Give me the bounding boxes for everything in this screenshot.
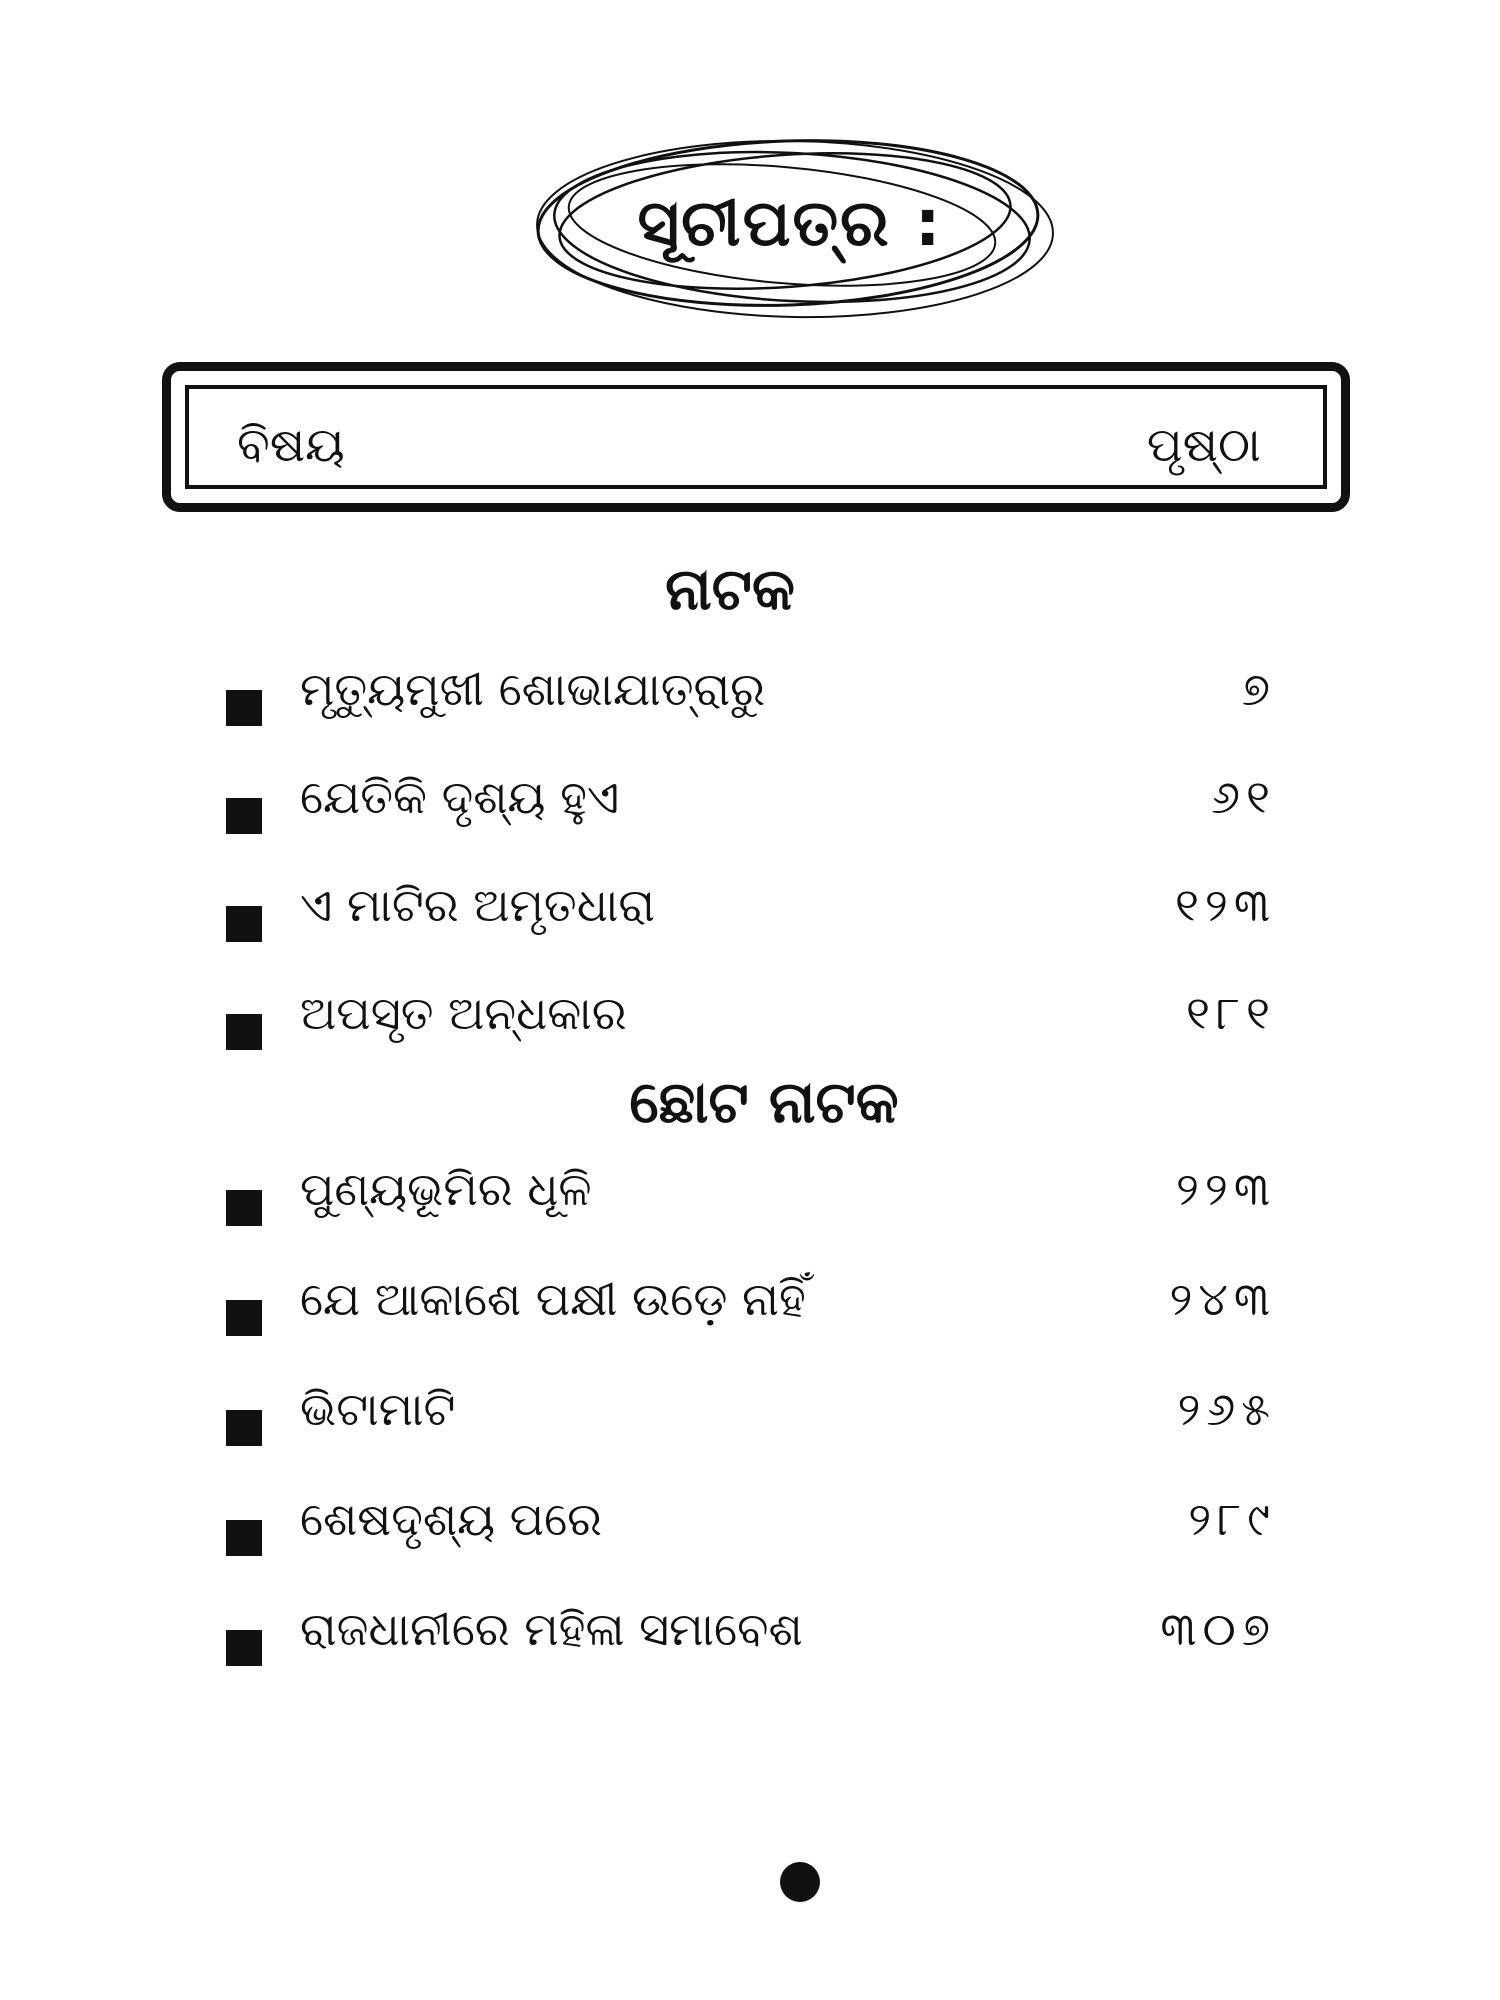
toc-list-chhota-natak <box>226 1160 1276 1710</box>
toc-entry <box>226 1270 1276 1380</box>
square-bullet-icon <box>226 1190 262 1226</box>
toc-entry <box>226 1490 1276 1600</box>
entry-page-number: ୨୮୯ <box>1188 1492 1276 1546</box>
entry-page-number: ୨୪୩ <box>1169 1272 1276 1326</box>
column-header-inner-frame <box>185 385 1327 489</box>
square-bullet-icon <box>226 690 262 726</box>
entry-title: ଏ ମାଟିର ଅମୃତଧାରା <box>300 878 655 932</box>
page-title: ସୂଚୀପତ୍ର : <box>637 187 943 261</box>
entry-title: ଯେ ଆକାଶେ ପକ୍ଷୀ ଉଡ଼େ ନାହିଁ <box>300 1272 806 1326</box>
toc-entry <box>226 660 1276 768</box>
page-dot-icon <box>780 1862 820 1902</box>
toc-list-natak <box>226 660 1276 1092</box>
square-bullet-icon <box>226 1630 262 1666</box>
entry-title: ପୁଣ୍ୟଭୂମିର ଧୂଳି <box>300 1162 592 1216</box>
square-bullet-icon <box>226 1410 262 1446</box>
toc-entry <box>226 1380 1276 1490</box>
entry-page-number: ୭ <box>1241 662 1276 716</box>
entry-page-number: ୨୨୩ <box>1176 1162 1276 1216</box>
entry-page-number: ୨୬୫ <box>1177 1382 1276 1436</box>
entry-title: ଶେଷଦୃଶ୍ୟ ପରେ <box>300 1492 602 1546</box>
toc-entry <box>226 768 1276 876</box>
entry-page-number: ୬୧ <box>1211 770 1276 824</box>
toc-entry <box>226 876 1276 984</box>
square-bullet-icon <box>226 906 262 942</box>
title-ornament <box>520 125 1060 325</box>
section-heading-natak: ନାଟକ <box>665 555 795 623</box>
page-column-label: ପୃଷ୍ଠା <box>1146 417 1261 473</box>
entry-title: ରାଜଧାନୀରେ ମହିଳା ସମାବେଶ <box>300 1602 803 1656</box>
square-bullet-icon <box>226 798 262 834</box>
entry-title: ଯେତିକି ଦୃଶ୍ୟ ହୁଏ <box>300 770 620 824</box>
entry-title: ମୃତ୍ୟୁମୁଖୀ ଶୋଭାଯାତ୍ରାରୁ <box>300 662 765 716</box>
square-bullet-icon <box>226 1300 262 1336</box>
entry-title: ଅପସୃତ ଅନ୍ଧକାର <box>300 986 627 1040</box>
toc-entry <box>226 1160 1276 1270</box>
entry-page-number: ୧୮୧ <box>1186 986 1276 1040</box>
square-bullet-icon <box>226 1520 262 1556</box>
column-header-box <box>162 362 1350 512</box>
entry-page-number: ୧୨୩ <box>1174 878 1276 932</box>
section-heading-chhota-natak: ଛୋଟ ନାଟକ <box>629 1068 899 1136</box>
toc-entry <box>226 1600 1276 1710</box>
entry-title: ଭିଟାମାଟି <box>300 1382 456 1436</box>
entry-page-number: ୩୦୭ <box>1160 1602 1276 1656</box>
square-bullet-icon <box>226 1014 262 1050</box>
subject-column-label: ବିଷୟ <box>237 417 345 473</box>
